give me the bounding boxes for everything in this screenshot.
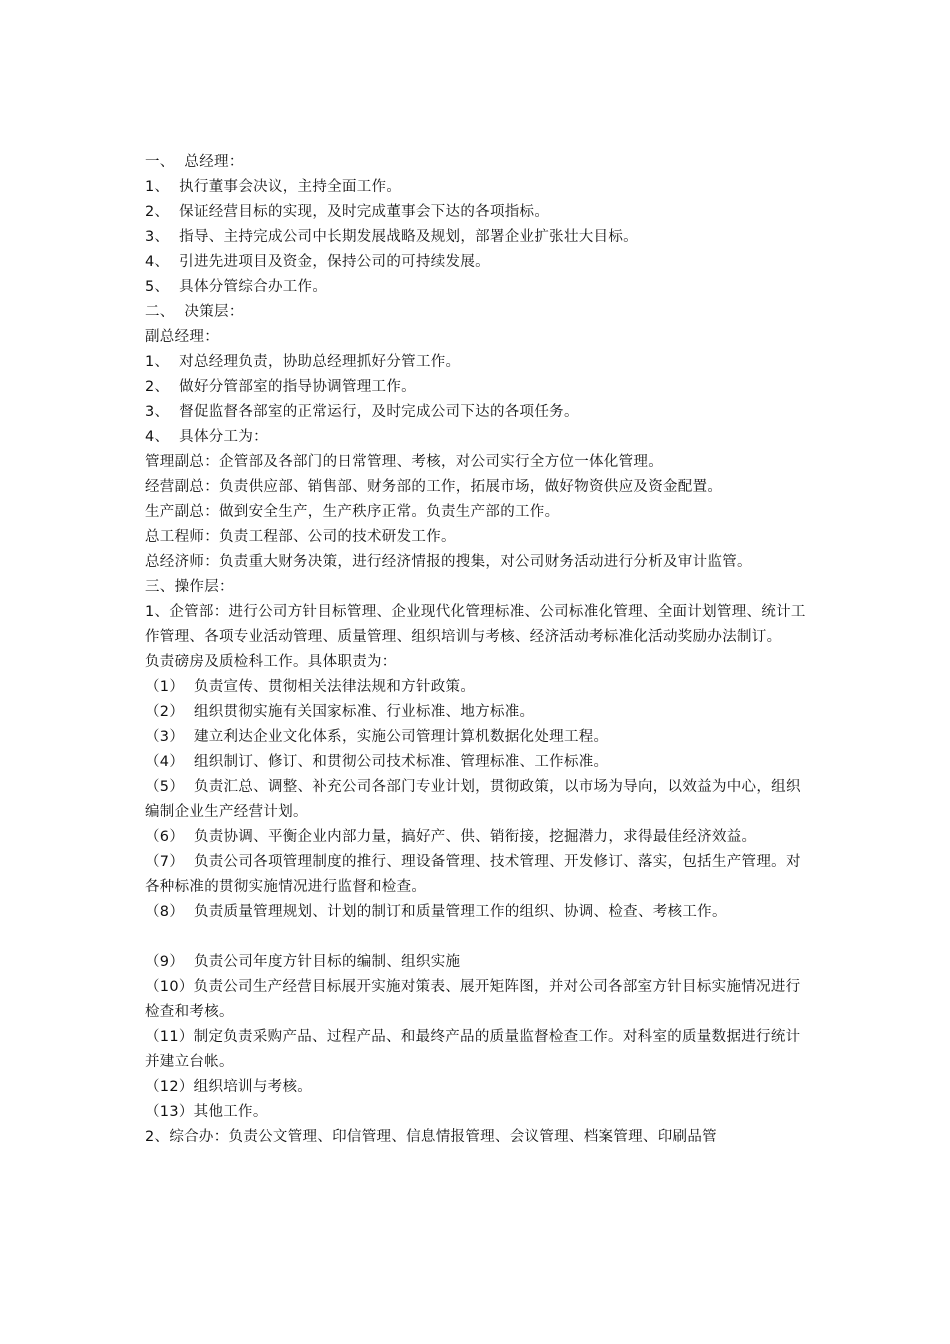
text-line: （5） 负责汇总、调整、补充公司各部门专业计划，贯彻政策，以市场为导向，以效益为中心，组织编制企业生产经营计划。 bbox=[145, 779, 801, 820]
text-line: 3、 督促监督各部室的正常运行，及时完成公司下达的各项任务。 bbox=[145, 404, 579, 420]
blank-line bbox=[145, 925, 810, 950]
document-body bbox=[145, 150, 810, 1150]
text-line: （6） 负责协调、平衡企业内部力量，搞好产、供、销衔接，挖掘潜力，求得最佳经济效益。 bbox=[145, 829, 757, 845]
text-line: 总经济师：负责重大财务决策，进行经济情报的搜集，对公司财务活动进行分析及审计监管。 bbox=[145, 554, 752, 570]
text-line: （9） 负责公司年度方针目标的编制、组织实施 bbox=[145, 954, 461, 970]
text-line: 1、 执行董事会决议，主持全面工作。 bbox=[145, 179, 402, 195]
text-line: 经营副总：负责供应部、销售部、财务部的工作，拓展市场，做好物资供应及资金配置。 bbox=[145, 479, 723, 495]
text-line: （1） 负责宣传、贯彻相关法律法规和方针政策。 bbox=[145, 679, 476, 695]
text-line: 4、 引进先进项目及资金，保持公司的可持续发展。 bbox=[145, 254, 490, 270]
text-line: （8） 负责质量管理规划、计划的制订和质量管理工作的组织、协调、检查、考核工作。 bbox=[145, 904, 727, 920]
text-line: 1、企管部：进行公司方针目标管理、企业现代化管理标准、公司标准化管理、全面计划管理、统计工作管理、各项专业活动管理、质量管理、组织培训与考核、经济活动考标准化活动奖励办法制订。 bbox=[145, 604, 806, 645]
text-line: （10）负责公司生产经营目标展开实施对策表、展开矩阵图，并对公司各部室方针目标实施情况进行检查和考核。 bbox=[145, 979, 801, 1020]
text-line: （11）制定负责采购产品、过程产品、和最终产品的质量监督检查工作。对科室的质量数据进行统计并建立台帐。 bbox=[145, 1029, 801, 1070]
text-line: 总工程师：负责工程部、公司的技术研发工作。 bbox=[145, 529, 456, 545]
text-line: 管理副总：企管部及各部门的日常管理、考核，对公司实行全方位一体化管理。 bbox=[145, 454, 663, 470]
text-line: 三、操作层： bbox=[145, 579, 234, 595]
text-line: 负责磅房及质检科工作。具体职责为： bbox=[145, 654, 397, 670]
text-line: 一、 总经理： bbox=[145, 154, 244, 170]
text-line: 4、 具体分工为： bbox=[145, 429, 268, 445]
text-line: 2、 保证经营目标的实现，及时完成董事会下达的各项指标。 bbox=[145, 204, 550, 220]
text-line: 2、综合办：负责公文管理、印信管理、信息情报管理、会议管理、档案管理、印刷品管 bbox=[145, 1129, 717, 1145]
text-line: 1、 对总经理负责，协助总经理抓好分管工作。 bbox=[145, 354, 461, 370]
text-line: （13）其他工作。 bbox=[145, 1104, 268, 1120]
text-line: 2、 做好分管部室的指导协调管理工作。 bbox=[145, 379, 416, 395]
text-line: 副总经理： bbox=[145, 329, 219, 345]
text-line: 5、 具体分管综合办工作。 bbox=[145, 279, 328, 295]
text-line: （12）组织培训与考核。 bbox=[145, 1079, 313, 1095]
text-line: 二、 决策层： bbox=[145, 304, 244, 320]
text-line: （2） 组织贯彻实施有关国家标准、行业标准、地方标准。 bbox=[145, 704, 535, 720]
text-line: 生产副总：做到安全生产，生产秩序正常。负责生产部的工作。 bbox=[145, 504, 560, 520]
text-line: （7） 负责公司各项管理制度的推行、理设备管理、技术管理、开发修订、落实，包括生产管理。对各种标准的贯彻实施情况进行监督和检查。 bbox=[145, 854, 801, 895]
text-line: （3） 建立利达企业文化体系，实施公司管理计算机数据化处理工程。 bbox=[145, 729, 609, 745]
text-line: （4） 组织制订、修订、和贯彻公司技术标准、管理标准、工作标准。 bbox=[145, 754, 609, 770]
text-line: 3、 指导、主持完成公司中长期发展战略及规划，部署企业扩张壮大目标。 bbox=[145, 229, 638, 245]
